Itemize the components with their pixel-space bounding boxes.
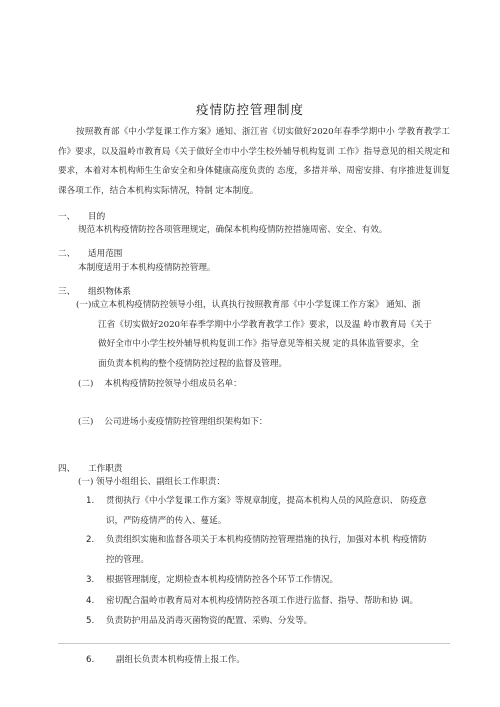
list-item [86,492,450,531]
list-item [86,571,450,591]
list-item [86,592,450,612]
list-number: 3. [86,575,95,585]
list-text: 识，严防疫情严的传入、蔓延。 [106,515,227,526]
list-number: 2. [86,535,95,545]
section-body-purpose: 规范本机构疫情防控各项管理规定，确保本机构疫情防控措施周密、安全、有效。 [78,225,388,235]
list-item [86,531,450,570]
list-text: 控的管理。 [106,554,149,565]
section-number: 二、 [58,249,76,259]
duties-subheading: (一) 领导小组组长、副组长工作职责： [78,477,225,487]
list-number: 1. [86,496,95,506]
section-number: 三、 [58,287,76,297]
org-structure-label: (三) 公司进场小麦疫情防控管理组织架构如下： [78,417,268,427]
list-number: 6. [86,655,95,665]
org-line: 江省《切实做好2020年春季学期中小学教育教学工作》要求，以及温 岭市教育局《关于 [98,319,432,330]
list-item [86,651,450,671]
section-title: 组织物体系 [88,287,131,297]
list-number: 5. [86,616,95,626]
list-text: 负责组织实施和监督各项关于本机构疫情防控管理措施的执行，加强对本机 构疫情防 [106,535,427,545]
section-heading-scope [58,247,122,259]
list-text: 根据管理制度，定期检查本机构疫情防控各个环节工作情况。 [106,575,339,585]
org-paragraph [78,296,450,374]
list-text: 副组长负责本机构疫情上报工作。 [116,655,245,665]
org-member-list-label: (二) 本机构疫情防控领导小组成员名单： [78,379,242,389]
section-title: 适用范围 [88,249,123,259]
section-number: 一、 [58,212,76,222]
list-text: 贯彻执行《中小学复课工作方案》等规章制度，提高本机构人员的风险意识、 防疫意 [106,496,427,506]
list-text: 密切配合温岭市教育局对本机构疫情防控各项工作进行监督、指导、帮助和协 调。 [106,596,419,606]
section-title: 工作职责 [88,464,123,474]
section-number: 四、 [58,464,76,474]
intro-paragraph: 按照教育部《中小学复课工作方案》通知、浙江省《切实做好2020年春季学期中小 学教育教学工作》要求，以及温岭市教育局《关于做好全市中小学生校外辅导机构复训 工作》指导意见的相关规定和要求，本着对本机构师生生命安全和身体健康高度负责的 态度，多措并举、周密安排、有序推进复训复课各项工作，结合本机构实际情况，特制 定本制度。 [58,127,450,196]
document-title: 疫情防控管理制度 [195,102,304,117]
list-number: 4. [86,596,95,606]
list-item [86,612,450,632]
org-line: 做好全市中小学生校外辅导机构复训工作》指导意见等相关规 定的具体监管要求，全 [98,339,419,349]
org-line: (一)成立本机构疫情防控领导小组，认真执行按照教育部《中小学复课工作方案》 通知、浙 [76,300,421,310]
list-text: 负责防护用品及消毒灭菌物资的配置、采购、分发等。 [106,616,313,626]
section-title: 目的 [88,212,106,222]
org-line: 面负责本机构的整个疫情防控过程的监督及管理。 [98,358,288,369]
section-body-scope: 本制度适用于本机构疫情防控管理。 [78,263,216,273]
page-divider [58,643,450,644]
